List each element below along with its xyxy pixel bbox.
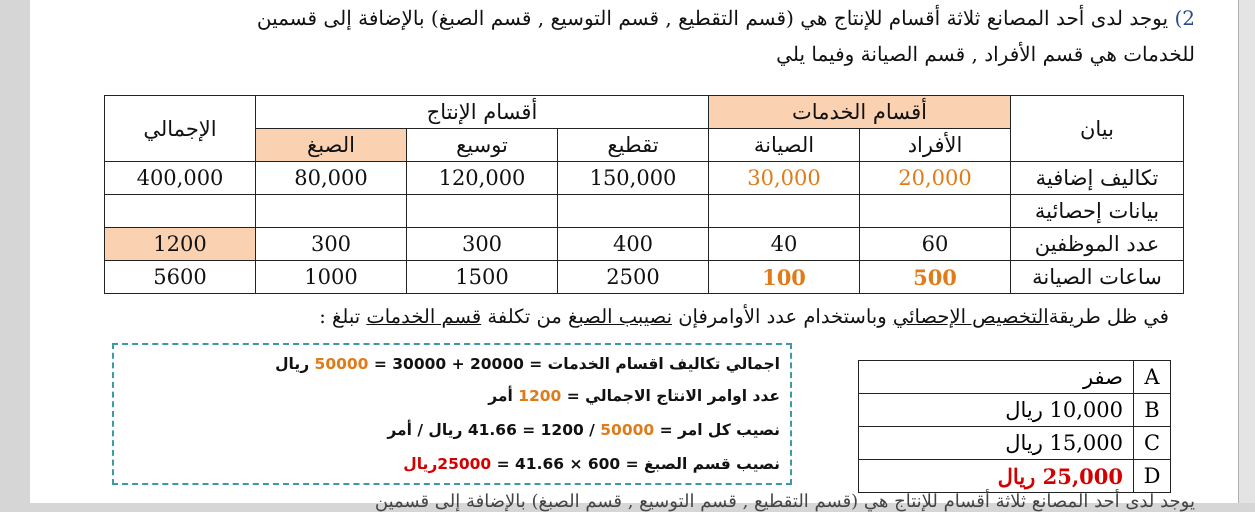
row-label: عدد الموظفين [1011, 228, 1184, 261]
col-siyana: الصيانة [709, 129, 860, 162]
header-bayan: بيان [1011, 96, 1184, 162]
table-cell: 100 [709, 261, 860, 294]
table-cell [709, 195, 860, 228]
solution-line: عدد اوامر الانتاج الاجمالي = 1200 أمر [488, 387, 780, 405]
table-cell: 150,000 [558, 162, 709, 195]
option-text: صفر [859, 361, 1134, 394]
table-cell: 300 [407, 228, 558, 261]
table-cell: 120,000 [407, 162, 558, 195]
table-cell: 500 [860, 261, 1011, 294]
table-cell: 1500 [407, 261, 558, 294]
option-letter: C [1134, 427, 1171, 460]
col-afrad: الأفراد [860, 129, 1011, 162]
table-cell: 400 [558, 228, 709, 261]
table-cell [860, 195, 1011, 228]
table-cell: 80,000 [256, 162, 407, 195]
option-letter: B [1134, 394, 1171, 427]
solution-line: اجمالي تكاليف اقسام الخدمات = 20000 + 30000 = 50000 ريال [275, 355, 780, 373]
table-cell: 1200 [105, 228, 256, 261]
col-sabgh: الصبغ [256, 129, 407, 162]
solution-line: نصيب قسم الصبغ = 600 × 41.66 = 25000ريال [403, 455, 780, 473]
solution-box [112, 343, 792, 485]
table-cell [407, 195, 558, 228]
option-d[interactable] [859, 460, 1171, 493]
table-cell [256, 195, 407, 228]
answer-options [858, 360, 1171, 493]
table-cell: 60 [860, 228, 1011, 261]
option-b[interactable] [859, 394, 1171, 427]
option-letter: A [1134, 361, 1171, 394]
option-text: 10,000 ريال [859, 394, 1134, 427]
row-label: بيانات إحصائية [1011, 195, 1184, 228]
table-cell: 30,000 [709, 162, 860, 195]
table-cell: 2500 [558, 261, 709, 294]
header-production: أقسام الإنتاج [256, 96, 709, 129]
table-cell: 400,000 [105, 162, 256, 195]
col-tawsee: توسيع [407, 129, 558, 162]
row-label: ساعات الصيانة [1011, 261, 1184, 294]
header-services: أقسام الخدمات [709, 96, 1011, 129]
option-c[interactable] [859, 427, 1171, 460]
table-cell: 20,000 [860, 162, 1011, 195]
option-text: 25,000 ريال [859, 460, 1134, 493]
question-number: 2) [1174, 6, 1195, 30]
question-prompt: في ظل طريقةالتخصيص الإحصائي وباستخدام عدد الأوامرفإن نصيبب الصبغ من تكلفة قسم الخدمات تبلغ : [319, 305, 1169, 328]
scrollbar[interactable] [1238, 0, 1255, 503]
header-total: الإجمالي [105, 96, 256, 162]
table-row [105, 228, 1184, 261]
next-question-line: يوجد لدى أحد المصانع ثلاثة أقسام للإنتاج هي (قسم التقطيع , قسم التوسيع , قسم الصبغ) بالإضافة إلى قسمين [374, 491, 1195, 512]
table-cell [558, 195, 709, 228]
table-row [105, 162, 1184, 195]
table-cell: 300 [256, 228, 407, 261]
table-cell: 1000 [256, 261, 407, 294]
option-letter: D [1134, 460, 1171, 493]
col-taqti: تقطيع [558, 129, 709, 162]
question-line-1: 2) يوجد لدى أحد المصانع ثلاثة أقسام للإنتاج هي (قسم التقطيع , قسم التوسيع , قسم الصبغ) بالإضافة إلى قسمين [256, 6, 1195, 30]
question-line-2: للخدمات هي قسم الأفراد , قسم الصيانة وفيما يلي [776, 42, 1195, 66]
table-cell: 40 [709, 228, 860, 261]
solution-line: نصيب كل امر = 50000 / 1200 = 41.66 ريال / أمر [387, 421, 780, 439]
table-cell [105, 195, 256, 228]
option-a[interactable] [859, 361, 1171, 394]
table-cell: 5600 [105, 261, 256, 294]
option-text: 15,000 ريال [859, 427, 1134, 460]
table-row [105, 261, 1184, 294]
table-row [105, 195, 1184, 228]
data-table [104, 95, 1184, 294]
row-label: تكاليف إضافية [1011, 162, 1184, 195]
